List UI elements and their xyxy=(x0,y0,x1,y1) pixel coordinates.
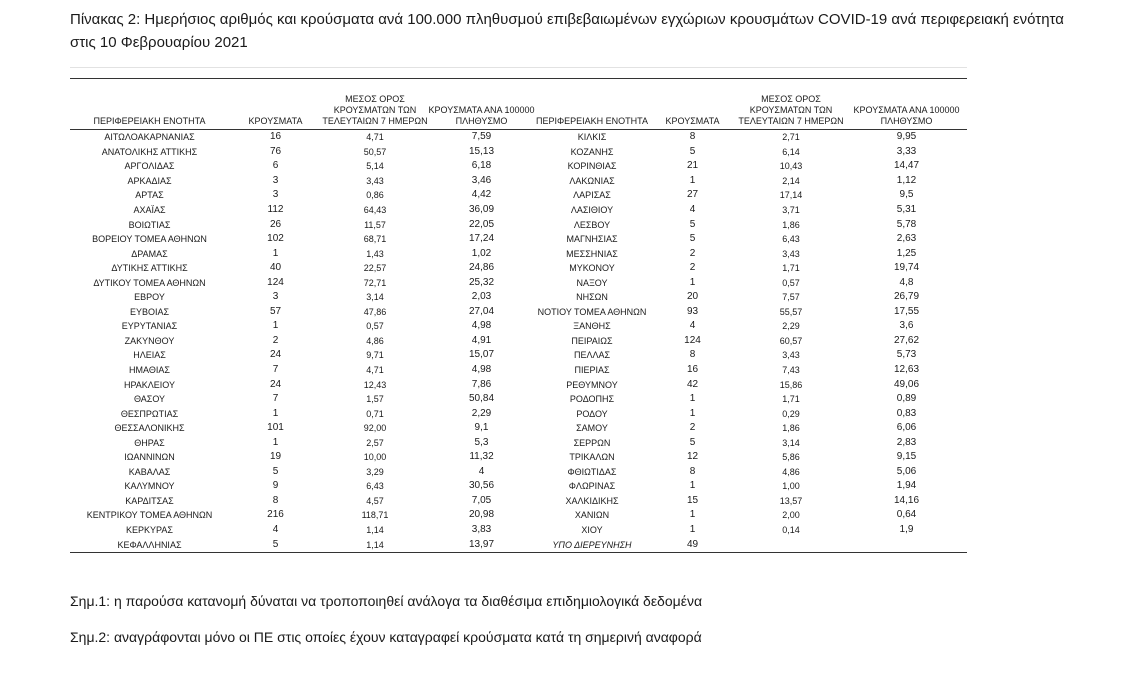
cell-per100k-right: 1,94 xyxy=(896,480,917,492)
cell-region-right: ΚΟΖΑΝΗΣ xyxy=(570,146,614,157)
cell-cases-left: 8 xyxy=(272,494,279,506)
cell-cases-right: 5 xyxy=(689,145,696,157)
cell-avg7-right: 0,14 xyxy=(782,525,800,536)
table-row xyxy=(70,334,967,349)
cell-cases-left: 40 xyxy=(269,262,282,274)
cell-avg7-left: 5,14 xyxy=(366,161,384,172)
cell-cases-left: 9 xyxy=(272,480,279,492)
cell-avg7-right: 0,57 xyxy=(782,277,800,288)
cell-avg7-left: 50,57 xyxy=(363,146,387,157)
cell-per100k-right: 6,06 xyxy=(896,422,917,434)
cell-per100k-right: 49,06 xyxy=(893,378,920,390)
cell-avg7-right xyxy=(736,537,846,552)
cell-cases-right: 2 xyxy=(689,262,696,274)
cell-cases-left: 216 xyxy=(267,509,284,521)
cell-cases-right: 1 xyxy=(689,509,696,521)
table-row xyxy=(70,392,967,407)
cell-region-left: ΘΗΡΑΣ xyxy=(134,437,165,448)
cell-per100k-right: 17,55 xyxy=(893,305,920,317)
cell-cases-left: 1 xyxy=(272,436,279,448)
cell-per100k-right: 2,63 xyxy=(896,233,917,245)
cell-avg7-right: 17,14 xyxy=(779,190,803,201)
cell-cases-right: 8 xyxy=(689,131,696,143)
cell-avg7-right: 3,43 xyxy=(782,350,800,361)
cell-region-left: ΒΟΡΕΙΟΥ ΤΟΜΕΑ ΑΘΗΝΩΝ xyxy=(92,234,207,245)
cell-cases-right: 93 xyxy=(686,305,699,317)
cell-region-left: ΚΕΝΤΡΙΚΟΥ ΤΟΜΕΑ ΑΘΗΝΩΝ xyxy=(86,510,213,521)
cell-per100k-left: 27,04 xyxy=(468,305,495,317)
cell-cases-left: 5 xyxy=(272,465,279,477)
header-cases-left: ΚΡΟΥΣΜΑΤΑ xyxy=(248,116,303,126)
cell-cases-right: 5 xyxy=(689,233,696,245)
cell-cases-right: 124 xyxy=(684,334,701,346)
cell-per100k-left: 7,59 xyxy=(471,131,492,143)
cell-per100k-left: 3,46 xyxy=(471,174,492,186)
cell-per100k-right: 14,16 xyxy=(893,494,920,506)
cell-per100k-left: 6,18 xyxy=(471,160,492,172)
cell-avg7-left: 3,14 xyxy=(366,292,384,303)
cell-cases-right: 12 xyxy=(686,451,699,463)
cell-region-left: ΑΡΤΑΣ xyxy=(135,190,164,201)
cell-avg7-left: 0,57 xyxy=(366,321,384,332)
cell-region-left: ΙΩΑΝΝΙΝΩΝ xyxy=(124,452,175,463)
cell-cases-left: 1 xyxy=(272,407,279,419)
cell-avg7-left: 3,29 xyxy=(366,466,384,477)
cell-avg7-left: 22,57 xyxy=(363,263,387,274)
cell-region-left: ΗΜΑΘΙΑΣ xyxy=(129,365,170,376)
cell-region-right: ΡΟΔΟΠΗΣ xyxy=(569,394,615,405)
cell-region-right: ΠΙΕΡΙΑΣ xyxy=(574,365,610,376)
header-region-left: ΠΕΡΙΦΕΡΕΙΑΚΗ ΕΝΟΤΗΤΑ xyxy=(93,116,206,126)
cell-per100k-right xyxy=(846,537,967,552)
cell-region-left: ΘΕΣΣΑΛΟΝΙΚΗΣ xyxy=(114,423,185,434)
cell-region-right: ΡΕΘΥΜΝΟΥ xyxy=(566,379,618,390)
cell-cases-left: 1 xyxy=(272,247,279,259)
table-row xyxy=(70,188,967,203)
cell-per100k-left: 4,98 xyxy=(471,320,492,332)
cell-avg7-left: 2,57 xyxy=(366,437,384,448)
cell-region-right: ΥΠΟ ΔΙΕΡΕΥΝΗΣΗ xyxy=(535,537,649,552)
cell-region-left: ΑΧΑΪΑΣ xyxy=(133,205,166,215)
cell-avg7-left: 11,57 xyxy=(364,219,386,230)
cell-avg7-left: 4,71 xyxy=(366,132,384,143)
cell-per100k-left: 24,86 xyxy=(468,262,495,274)
cell-avg7-right: 1,00 xyxy=(782,481,800,492)
cell-per100k-right: 0,64 xyxy=(896,509,917,521)
cell-per100k-right: 5,78 xyxy=(896,218,917,230)
cell-cases-right: 5 xyxy=(689,218,696,230)
cell-region-right: ΧΑΝΙΩΝ xyxy=(574,510,610,521)
cell-region-right: ΦΘΙΩΤΙΔΑΣ xyxy=(567,466,617,477)
cell-per100k-left: 1,02 xyxy=(471,247,492,259)
cell-avg7-right: 3,14 xyxy=(782,437,800,448)
cell-avg7-right: 1,86 xyxy=(782,219,800,230)
cell-cases-right: 1 xyxy=(689,524,696,536)
cell-region-right: ΝΗΣΩΝ xyxy=(576,292,608,303)
cell-region-right: ΝΟΤΙΟΥ ΤΟΜΕΑ ΑΘΗΝΩΝ xyxy=(537,306,647,317)
cell-region-right: ΛΑΡΙΣΑΣ xyxy=(573,190,611,201)
cell-avg7-right: 1,86 xyxy=(782,423,800,434)
cell-avg7-right: 15,86 xyxy=(779,379,803,390)
cell-avg7-right: 2,14 xyxy=(782,175,800,186)
cell-avg7-left: 4,57 xyxy=(366,495,384,506)
cell-per100k-right: 9,5 xyxy=(899,189,914,201)
cell-cases-left: 16 xyxy=(269,131,282,143)
cell-avg7-right: 60,57 xyxy=(779,335,803,346)
cell-per100k-right: 19,74 xyxy=(893,262,920,274)
cell-avg7-right: 2,00 xyxy=(782,510,800,521)
cell-per100k-left: 4 xyxy=(478,465,485,477)
cell-cases-right: 42 xyxy=(686,378,699,390)
note-2: Σημ.2: αναγράφονται μόνο οι ΠΕ στις οποίες έχουν καταγραφεί κρούσματα κατά τη σημερινή αναφορά xyxy=(70,629,702,645)
cell-cases-right: 1 xyxy=(689,174,696,186)
cell-cases-left: 24 xyxy=(269,349,282,361)
cell-per100k-right: 3,6 xyxy=(899,320,914,332)
cell-region-right: ΧΙΟΥ xyxy=(581,525,603,536)
cell-cases-right: 1 xyxy=(689,393,696,405)
cell-region-right: ΤΡΙΚΑΛΩΝ xyxy=(569,452,615,463)
table-row xyxy=(70,537,967,552)
cell-cases-right: 8 xyxy=(689,349,696,361)
cell-avg7-left: 92,00 xyxy=(363,423,387,434)
cell-region-right: ΛΑΚΩΝΙΑΣ xyxy=(569,175,615,186)
header-cases-right: ΚΡΟΥΣΜΑΤΑ xyxy=(665,116,720,126)
cell-avg7-left: 1,57 xyxy=(366,394,384,405)
cell-region-left: ΑΡΚΑΔΙΑΣ xyxy=(127,175,172,186)
cell-region-left: ΔΥΤΙΚΟΥ ΤΟΜΕΑ ΑΘΗΝΩΝ xyxy=(93,277,206,288)
cell-region-right: ΝΑΞΟΥ xyxy=(576,277,608,288)
cell-avg7-left: 1,43 xyxy=(366,248,384,259)
cell-avg7-left: 3,43 xyxy=(366,175,384,186)
cell-region-left: ΘΕΣΠΡΩΤΙΑΣ xyxy=(120,408,179,419)
table-row xyxy=(70,319,967,334)
note-1: Σημ.1: η παρούσα κατανομή δύναται να τροποποιηθεί ανάλογα τα διαθέσιμα επιδημιολογικά δεδομένα xyxy=(70,593,703,609)
cell-per100k-right: 14,47 xyxy=(893,160,920,172)
cell-cases-left: 57 xyxy=(269,305,282,317)
cell-per100k-left: 7,86 xyxy=(471,378,492,390)
cell-avg7-right: 6,43 xyxy=(782,234,800,245)
cell-per100k-right: 2,83 xyxy=(896,436,917,448)
cell-per100k-left: 7,05 xyxy=(471,494,492,506)
cell-per100k-left: 15,13 xyxy=(468,145,495,157)
header-per100k-right: ΚΡΟΥΣΜΑΤΑ ΑΝΑ 100000 ΠΛΗΘΥΣΜΟ xyxy=(853,105,960,126)
cell-region-left: ΔΥΤΙΚΗΣ ΑΤΤΙΚΗΣ xyxy=(111,263,188,274)
cell-cases-right: 20 xyxy=(686,291,699,303)
cell-cases-left: 5 xyxy=(229,537,322,552)
cell-avg7-right: 13,57 xyxy=(779,495,803,506)
table-row xyxy=(70,275,967,290)
cell-avg7-left: 1,14 xyxy=(322,537,428,552)
cell-region-right: ΛΕΣΒΟΥ xyxy=(573,219,611,230)
header-avg7-right: ΜΕΣΟΣ ΟΡΟΣ ΚΡΟΥΣΜΑΤΩΝ ΤΩΝ ΤΕΛΕΥΤΑΙΩΝ 7 ΗΜΕΡΩΝ xyxy=(738,94,844,126)
cell-region-right: ΧΑΛΚΙΔΙΚΗΣ xyxy=(565,495,619,506)
cell-region-right: ΞΑΝΘΗΣ xyxy=(573,321,611,332)
cell-region-right: ΜΥΚΟΝΟΥ xyxy=(569,263,615,274)
cell-avg7-left: 6,43 xyxy=(366,481,384,492)
table-row xyxy=(70,130,967,145)
cell-cases-right: 4 xyxy=(689,204,696,215)
table-row xyxy=(70,523,967,538)
table-row xyxy=(70,421,967,436)
cell-cases-right: 8 xyxy=(689,465,696,477)
cell-per100k-left: 5,3 xyxy=(474,436,489,448)
divider xyxy=(70,67,967,68)
cell-cases-right: 1 xyxy=(689,480,696,492)
header-region-right: ΠΕΡΙΦΕΡΕΙΑΚΗ ΕΝΟΤΗΤΑ xyxy=(535,116,649,126)
cell-per100k-right: 27,62 xyxy=(893,334,920,346)
table-row xyxy=(70,406,967,421)
cell-cases-left: 3 xyxy=(272,174,279,186)
table-row xyxy=(70,232,967,247)
cell-avg7-left: 72,71 xyxy=(363,277,387,288)
cell-per100k-left: 3,83 xyxy=(471,524,492,536)
cell-per100k-left: 36,09 xyxy=(468,204,495,215)
cell-region-left: ΚΕΡΚΥΡΑΣ xyxy=(126,525,173,536)
cell-per100k-left: 9,1 xyxy=(474,422,489,434)
cell-avg7-right: 3,43 xyxy=(782,248,800,259)
cell-cases-right: 5 xyxy=(689,436,696,448)
cell-cases-right: 1 xyxy=(689,407,696,419)
cell-per100k-left: 13,97 xyxy=(428,537,535,552)
cell-region-left: ΑΡΓΟΛΙΔΑΣ xyxy=(124,161,175,172)
table-row xyxy=(70,145,967,160)
cell-region-right: ΣΑΜΟΥ xyxy=(576,423,608,434)
covid-cases-table xyxy=(70,94,967,553)
cell-avg7-left: 4,71 xyxy=(366,365,384,376)
table-caption: Πίνακας 2: Ημερήσιος αριθμός και κρούσματα ανά 100.000 πληθυσμού επιβεβαιωμένων εγχώριων κρουσμάτων COVID-19 ανά περιφερειακή ενότητα στις 10 Φεβρουαρίου 2021 xyxy=(70,11,1064,51)
cell-per100k-left: 4,91 xyxy=(471,334,492,346)
cell-region-right: ΜΕΣΣΗΝΙΑΣ xyxy=(566,248,618,259)
cell-per100k-left: 25,32 xyxy=(468,276,495,288)
cell-per100k-right: 0,83 xyxy=(896,407,917,419)
table-row xyxy=(70,508,967,523)
cell-avg7-right: 3,71 xyxy=(782,205,800,215)
cell-per100k-left: 50,84 xyxy=(468,393,495,405)
cell-cases-right: 27 xyxy=(686,189,699,201)
cell-region-left: ΒΟΙΩΤΙΑΣ xyxy=(128,219,171,230)
cell-region-left: ΖΑΚΥΝΘΟΥ xyxy=(124,335,175,346)
cell-cases-right: 21 xyxy=(686,160,699,172)
cell-region-right: ΜΑΓΝΗΣΙΑΣ xyxy=(566,234,618,245)
table-row xyxy=(70,479,967,494)
cell-avg7-right: 6,14 xyxy=(782,146,800,157)
cell-region-left: ΚΑΒΑΛΑΣ xyxy=(128,466,171,477)
cell-cases-right: 15 xyxy=(686,494,699,506)
table-top-rule xyxy=(70,78,967,79)
cell-region-left: ΚΑΛΥΜΝΟΥ xyxy=(124,481,175,492)
table-header-row xyxy=(70,94,967,130)
cell-cases-left: 26 xyxy=(269,218,282,230)
header-avg7-left: ΜΕΣΟΣ ΟΡΟΣ ΚΡΟΥΣΜΑΤΩΝ ΤΩΝ ΤΕΛΕΥΤΑΙΩΝ 7 ΗΜΕΡΩΝ xyxy=(322,94,428,126)
cell-per100k-right: 1,9 xyxy=(899,524,914,536)
table-row xyxy=(70,203,967,218)
cell-region-left: ΕΒΡΟΥ xyxy=(134,292,165,303)
cell-region-right: ΡΟΔΟΥ xyxy=(576,408,608,419)
cell-region-right: ΣΕΡΡΩΝ xyxy=(573,437,611,448)
cell-avg7-left: 9,71 xyxy=(366,350,384,361)
cell-per100k-left: 2,03 xyxy=(471,291,492,303)
table-row xyxy=(70,494,967,509)
cell-region-left: ΕΥΡΥΤΑΝΙΑΣ xyxy=(121,321,178,332)
cell-avg7-right: 5,86 xyxy=(782,452,800,463)
cell-avg7-left: 68,71 xyxy=(363,234,387,245)
cell-region-left: ΗΡΑΚΛΕΙΟΥ xyxy=(123,379,176,390)
cell-per100k-right: 9,95 xyxy=(896,131,917,143)
cell-avg7-left: 1,14 xyxy=(366,525,384,536)
cell-cases-left: 7 xyxy=(272,393,279,405)
cell-avg7-right: 1,71 xyxy=(782,263,800,274)
cell-region-right: ΠΕΛΛΑΣ xyxy=(573,350,611,361)
cell-avg7-right: 55,57 xyxy=(779,306,803,317)
cell-avg7-left: 64,43 xyxy=(363,205,387,215)
cell-cases-left: 112 xyxy=(267,204,284,215)
table-row xyxy=(70,363,967,378)
cell-avg7-left: 12,43 xyxy=(363,379,387,390)
cell-per100k-right: 26,79 xyxy=(893,291,920,303)
table-row xyxy=(70,261,967,276)
cell-region-right: ΠΕΙΡΑΙΩΣ xyxy=(571,335,613,346)
cell-avg7-right: 10,43 xyxy=(779,161,803,172)
cell-avg7-left: 4,86 xyxy=(366,335,384,346)
cell-avg7-right: 7,43 xyxy=(782,365,800,376)
cell-cases-left: 6 xyxy=(272,160,279,172)
cell-region-left: ΕΥΒΟΙΑΣ xyxy=(129,306,170,317)
cell-region-right: ΚΙΛΚΙΣ xyxy=(577,132,607,143)
cell-avg7-right: 0,29 xyxy=(782,408,800,419)
cell-cases-left: 19 xyxy=(269,451,282,463)
cell-region-left: ΚΕΦΑΛΛΗΝΙΑΣ xyxy=(70,537,229,552)
cell-cases-right: 2 xyxy=(689,247,696,259)
cell-avg7-right: 2,71 xyxy=(782,132,800,143)
cell-cases-right: 1 xyxy=(689,276,696,288)
cell-cases-right: 49 xyxy=(649,537,736,552)
cell-cases-left: 4 xyxy=(272,524,279,536)
cell-per100k-right: 12,63 xyxy=(893,364,920,376)
cell-cases-left: 24 xyxy=(269,378,282,390)
table-row xyxy=(70,450,967,465)
cell-avg7-left: 118,71 xyxy=(361,510,389,521)
table-row xyxy=(70,159,967,174)
table-row xyxy=(70,377,967,392)
cell-cases-left: 7 xyxy=(272,364,279,376)
cell-region-right: ΦΛΩΡΙΝΑΣ xyxy=(568,481,616,492)
table-row xyxy=(70,435,967,450)
cell-cases-left: 3 xyxy=(272,189,279,201)
cell-per100k-right: 9,15 xyxy=(896,451,917,463)
cell-region-right: ΛΑΣΙΘΙΟΥ xyxy=(570,205,614,215)
cell-avg7-left: 0,86 xyxy=(366,190,384,201)
cell-region-right: ΚΟΡΙΝΘΙΑΣ xyxy=(567,161,617,172)
table-row xyxy=(70,290,967,305)
cell-avg7-left: 0,71 xyxy=(366,408,384,419)
cell-region-left: ΚΑΡΔΙΤΣΑΣ xyxy=(125,495,174,506)
cell-per100k-left: 4,98 xyxy=(471,364,492,376)
table-row xyxy=(70,305,967,320)
cell-avg7-right: 7,57 xyxy=(782,292,800,303)
cell-avg7-left: 47,86 xyxy=(363,306,387,317)
cell-per100k-left: 11,32 xyxy=(469,451,494,463)
cell-cases-left: 101 xyxy=(267,422,284,434)
cell-per100k-right: 5,31 xyxy=(896,204,917,215)
cell-per100k-right: 3,33 xyxy=(896,145,917,157)
cell-cases-right: 2 xyxy=(689,422,696,434)
cell-cases-left: 102 xyxy=(267,233,284,245)
cell-per100k-right: 4,8 xyxy=(899,276,914,288)
cell-region-left: ΑΙΤΩΛΟΑΚΑΡΝΑΝΙΑΣ xyxy=(104,132,195,143)
cell-per100k-right: 5,73 xyxy=(896,349,917,361)
cell-region-left: ΗΛΕΙΑΣ xyxy=(133,350,166,361)
cell-cases-left: 76 xyxy=(269,145,282,157)
cell-per100k-left: 22,05 xyxy=(468,218,495,230)
table-row xyxy=(70,174,967,189)
header-per100k-left: ΚΡΟΥΣΜΑΤΑ ΑΝΑ 100000 ΠΛΗΘΥΣΜΟ xyxy=(428,105,535,126)
cell-avg7-left: 10,00 xyxy=(363,452,387,463)
cell-region-left: ΑΝΑΤΟΛΙΚΗΣ ΑΤΤΙΚΗΣ xyxy=(101,146,198,157)
cell-per100k-right: 0,89 xyxy=(896,393,917,405)
cell-cases-right: 16 xyxy=(686,364,699,376)
cell-per100k-left: 15,07 xyxy=(468,349,495,361)
cell-region-left: ΔΡΑΜΑΣ xyxy=(131,248,168,259)
cell-avg7-right: 1,71 xyxy=(782,394,800,405)
cell-per100k-right: 1,25 xyxy=(896,247,917,259)
cell-avg7-right: 4,86 xyxy=(782,466,800,477)
cell-cases-left: 124 xyxy=(267,276,284,288)
table-row xyxy=(70,348,967,363)
table-row xyxy=(70,217,967,232)
cell-region-left: ΘΑΣΟΥ xyxy=(133,394,166,405)
cell-cases-left: 1 xyxy=(272,320,279,332)
cell-per100k-left: 20,98 xyxy=(468,509,495,521)
cell-cases-left: 3 xyxy=(272,291,279,303)
table-row xyxy=(70,246,967,261)
cell-per100k-right: 1,12 xyxy=(896,174,917,186)
cell-per100k-left: 4,42 xyxy=(471,189,492,201)
cell-per100k-left: 2,29 xyxy=(471,407,492,419)
cell-cases-left: 2 xyxy=(272,334,279,346)
table-row xyxy=(70,465,967,480)
cell-avg7-right: 2,29 xyxy=(782,321,800,332)
cell-cases-right: 4 xyxy=(689,320,696,332)
cell-per100k-left: 17,24 xyxy=(468,233,495,245)
cell-per100k-left: 30,56 xyxy=(468,480,495,492)
cell-per100k-right: 5,06 xyxy=(896,465,917,477)
